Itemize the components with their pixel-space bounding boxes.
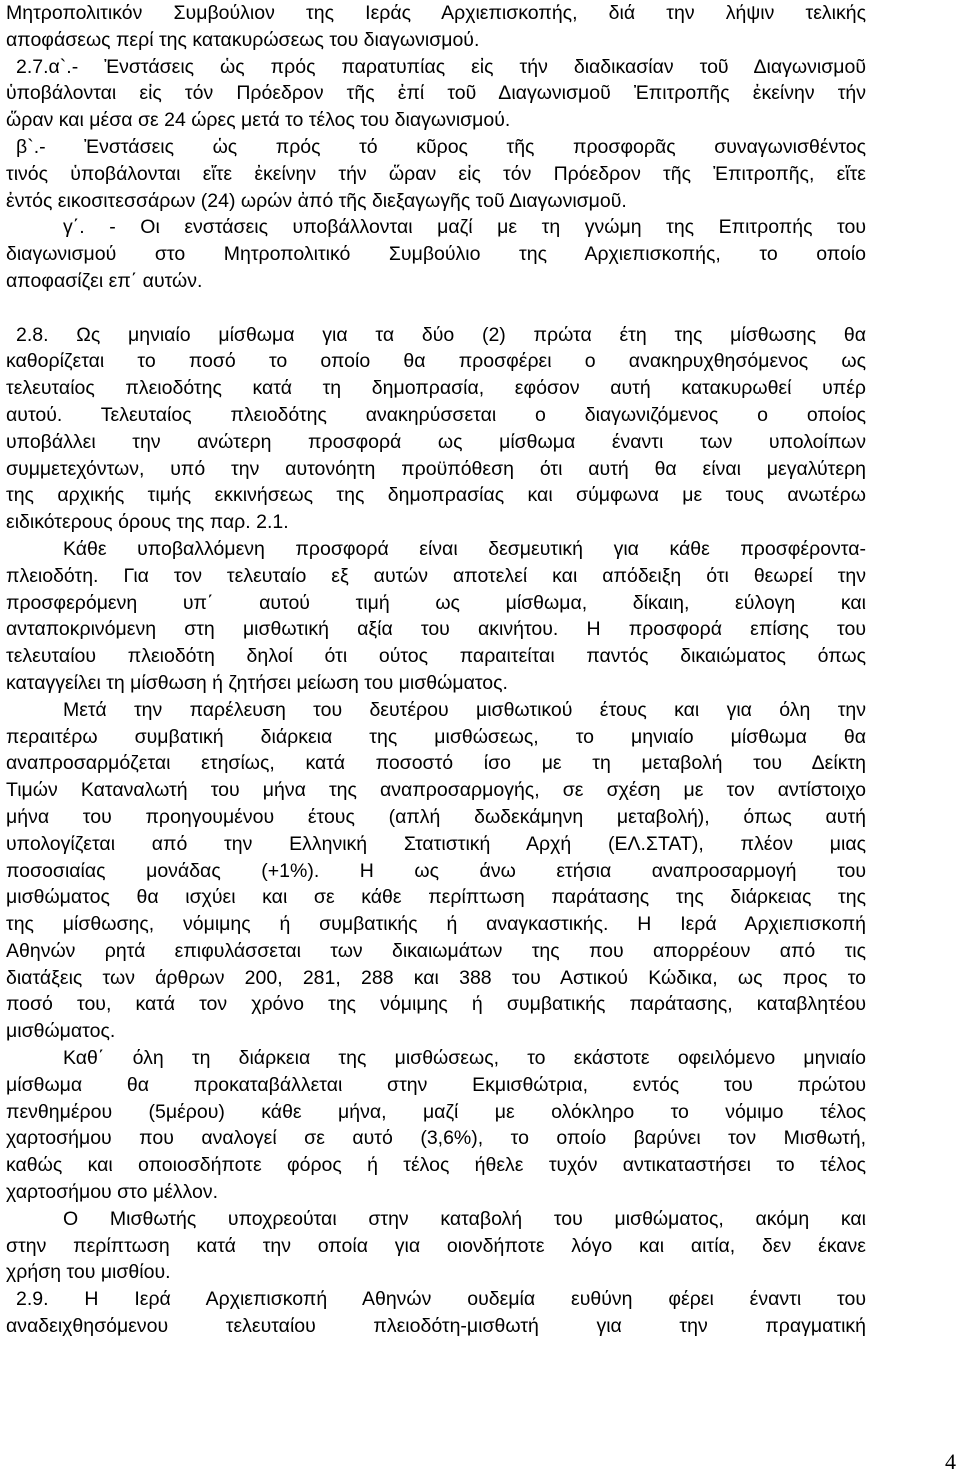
text-line: ὥραν και μέσα σε 24 ώρες μετά το τέλος του διαγωνισμού. bbox=[6, 109, 511, 132]
paragraph-gap bbox=[6, 295, 866, 322]
text-line: αποφασίζει επ΄ αυτών. bbox=[6, 269, 203, 292]
text-line: Ο Μισθωτής υποχρεούται στην καταβολή του μισθώματος, ακόμη και bbox=[63, 1207, 866, 1230]
document-body bbox=[6, 0, 866, 1340]
text-line: προσφερόμενη υπ΄ αυτού τιμή ως μίσθωμα, δίκαιη, εύλογη και bbox=[6, 591, 866, 614]
text-line: ειδικότερους όρους της παρ. 2.1. bbox=[6, 511, 289, 534]
text-line: τελευταίου πλειοδότη δηλοί ότι ούτος παραιτείται παντός δικαιώματος όπως bbox=[6, 645, 866, 668]
text-line: τελευταίος πλειοδότης κατά τη δημοπρασία, εφόσον αυτή κατακυρωθεί υπέρ bbox=[6, 377, 866, 400]
text-line: αναδειχθησόμενου τελευταίου πλειοδότη-μισθωτή για την πραγματική bbox=[6, 1315, 866, 1338]
page-number: 4 bbox=[945, 1449, 956, 1474]
text-line: Αθηνών ρητά επιφυλάσσεται των δικαιωμάτων της που απορρέουν από τις bbox=[6, 939, 866, 962]
text-line: μισθώματος. bbox=[6, 1020, 116, 1043]
text-line: υπολογίζεται από την Ελληνική Στατιστική Αρχή (ΕΛ.ΣΤΑΤ), πλέον μιας bbox=[6, 832, 866, 855]
text-line: συμμετεχόντων, υπό την αυτονόητη προϋπόθεση ότι αυτή θα είναι μεγαλύτερη bbox=[6, 457, 866, 480]
text-line: αναπροσαρμόζεται ετησίως, κατά ποσοστό ίσο με τη μεταβολή του Δείκτη bbox=[6, 752, 866, 775]
text-line: στην περίπτωση κατά την οποία για οιονδήποτε λόγο και αιτία, δεν έκανε bbox=[6, 1234, 866, 1257]
text-line: αποφάσεως περί της κατακυρώσεως του διαγωνισμού. bbox=[6, 28, 480, 51]
text-line: της αρχικής τιμής εκκινήσεως της δημοπρασίας και σύμφωνα με τους ανωτέρω bbox=[6, 484, 866, 507]
text-line: καταγγείλει τη μίσθωση ή ζητήσει μείωση του μισθώματος. bbox=[6, 671, 508, 694]
text-line: 2.7.α`.- Ἐνστάσεις ὡς πρός παρατυπίας εἰς τήν διαδικασίαν τοῦ Διαγωνισμοῦ bbox=[16, 55, 866, 78]
text-line: ἐντός εικοσιτεσσάρων (24) ωρών ἀπό τῆς διεξαγωγῆς τοῦ Διαγωνισμοῦ. bbox=[6, 189, 627, 212]
text-line: ανταποκρινόμενη στη μισθωτική αξία του ακινήτου. Η προσφορά επίσης του bbox=[6, 618, 866, 641]
text-line: τινός ὑποβάλονται εἴτε ἐκείνην τήν ὥραν εἰς τόν Πρόεδρον τῆς Ἐπιτροπῆς, εἴτε bbox=[6, 162, 866, 185]
text-line: μήνα του προηγουμένου έτους (απλή δωδεκάμηνη μεταβολή), όπως αυτή bbox=[6, 805, 866, 828]
text-line: Τιμών Καταναλωτή του μήνα της αναπροσαρμογής, σε σχέση με τον αντίστοιχο bbox=[6, 779, 866, 802]
text-line: 2.8. Ως μηνιαίο μίσθωμα για τα δύο (2) πρώτα έτη της μίσθωσης θα bbox=[16, 323, 866, 346]
text-line: υποβάλλει την ανώτερη προσφορά ως μίσθωμα έναντι των υπολοίπων bbox=[6, 430, 866, 453]
text-line: πλειοδότη. Για τον τελευταίο εξ αυτών αποτελεί και απόδειξη ότι θεωρεί την bbox=[6, 564, 866, 587]
text-line: πενθημέρου (5μέρου) κάθε μήνα, μαζί με ολόκληρο το νόμιμο τέλος bbox=[6, 1100, 866, 1123]
text-line: μίσθωμα θα προκαταβάλλεται στην Εκμισθώτρια, εντός του πρώτου bbox=[6, 1073, 866, 1096]
text-line: καθώς και οποιοσδήποτε φόρος ή τέλος ήθελε τυχόν αντικαταστήσει το τέλος bbox=[6, 1154, 866, 1177]
text-line: Μετά την παρέλευση του δευτέρου μισθωτικού έτους και για όλη την bbox=[63, 698, 866, 721]
text-line: ὑποβάλονται εἰς τόν Πρόεδρον τῆς ἐπί τοῦ Διαγωνισμοῦ Ἐπιτροπῆς ἐκείνην τήν bbox=[6, 82, 866, 105]
text-line: Κάθε υποβαλλόμενη προσφορά είναι δεσμευτική για κάθε προσφέροντα- bbox=[63, 537, 866, 560]
text-line: αυτού. Τελευταίος πλειοδότης ανακηρύσσεται ο διαγωνιζόμενος ο οποίος bbox=[6, 403, 866, 426]
text-line: Μητροπολιτικόν Συμβούλιον της Ιεράς Αρχιεπισκοπής, διά την λήψιν τελικής bbox=[6, 2, 866, 24]
text-line: της μίσθωσης, νόμιμης ή συμβατικής ή αναγκαστικής. Η Ιερά Αρχιεπισκοπή bbox=[6, 913, 866, 936]
text-line: διαγωνισμού στο Μητροπολιτικό Συμβούλιο της Αρχιεπισκοπής, το οποίο bbox=[6, 243, 866, 266]
text-line: β`.- Ἐνστάσεις ὡς πρός τό κῦρος τῆς προσφορᾶς συναγωνισθέντος bbox=[16, 135, 866, 158]
text-line: Καθ΄ όλη τη διάρκεια της μισθώσεως, το εκάστοτε οφειλόμενο μηνιαίο bbox=[63, 1047, 866, 1070]
text-line: περαιτέρω συμβατική διάρκεια της μισθώσεως, το μηνιαίο μίσθωμα θα bbox=[6, 725, 866, 748]
text-line: διατάξεις των άρθρων 200, 281, 288 και 388 του Αστικού Κώδικα, ως προς το bbox=[6, 966, 866, 989]
text-line: χαρτοσήμου στο μέλλον. bbox=[6, 1181, 218, 1204]
text-line: μισθώματος θα ισχύει και σε κάθε περίπτωση παράτασης της διάρκειας της bbox=[6, 886, 866, 909]
text-line: χαρτοσήμου που αναλογεί σε αυτό (3,6%), το οποίο βαρύνει τον Μισθωτή, bbox=[6, 1127, 866, 1150]
text-line: ποσό του, κατά τον χρόνο της νόμιμης ή συμβατικής παράτασης, καταβλητέου bbox=[6, 993, 866, 1016]
text-line: καθορίζεται το ποσό το οποίο θα προσφέρει ο ανακηρυχθησόμενος ως bbox=[6, 350, 866, 373]
text-line: χρήση του μισθίου. bbox=[6, 1261, 171, 1284]
text-line: γ΄. - Οι ενστάσεις υποβάλλονται μαζί με τη γνώμη της Επιτροπής του bbox=[63, 216, 866, 239]
text-line: ποσοσιαίας μονάδας (+1%). Η ως άνω ετήσια αναπροσαρμογή του bbox=[6, 859, 866, 882]
text-line: 2.9. Η Ιερά Αρχιεπισκοπή Αθηνών ουδεμία ευθύνη φέρει έναντι του bbox=[16, 1288, 866, 1311]
